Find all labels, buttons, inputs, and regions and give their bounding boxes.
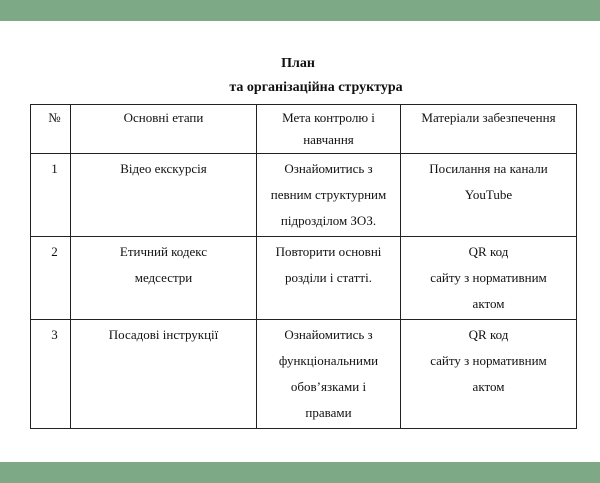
row-stage: Відео екскурсія	[71, 154, 257, 237]
column-header-number: №	[31, 105, 71, 154]
bottom-green-band	[0, 462, 600, 483]
row-materials: QR код сайту з нормативним актом	[401, 320, 577, 429]
table-row	[31, 237, 577, 320]
row-goal: Повторити основні розділи і статті.	[257, 237, 401, 320]
document-title: План	[281, 56, 315, 71]
table-row	[31, 320, 577, 429]
row-materials: Посилання на канали YouTube	[401, 154, 577, 237]
row-materials: QR код сайту з нормативним актом	[401, 237, 577, 320]
column-header-materials: Матеріали забезпечення	[401, 105, 577, 154]
row-stage: Етичний кодекс медсестри	[71, 237, 257, 320]
row-number: 1	[31, 154, 71, 237]
column-header-stages: Основні етапи	[71, 105, 257, 154]
row-number: 2	[31, 237, 71, 320]
table-row	[31, 154, 577, 237]
table-header-row	[31, 105, 577, 154]
plan-table	[30, 104, 577, 429]
row-goal: Ознайомитись з певним структурним підрозділом ЗОЗ.	[257, 154, 401, 237]
row-goal: Ознайомитись з функціональними обов’язками і правами	[257, 320, 401, 429]
document-subtitle: та організаційна структура	[229, 80, 403, 95]
column-header-goal: Мета контролю і навчання	[257, 105, 401, 154]
row-number: 3	[31, 320, 71, 429]
row-stage: Посадові інструкції	[71, 320, 257, 429]
top-green-band	[0, 0, 600, 21]
